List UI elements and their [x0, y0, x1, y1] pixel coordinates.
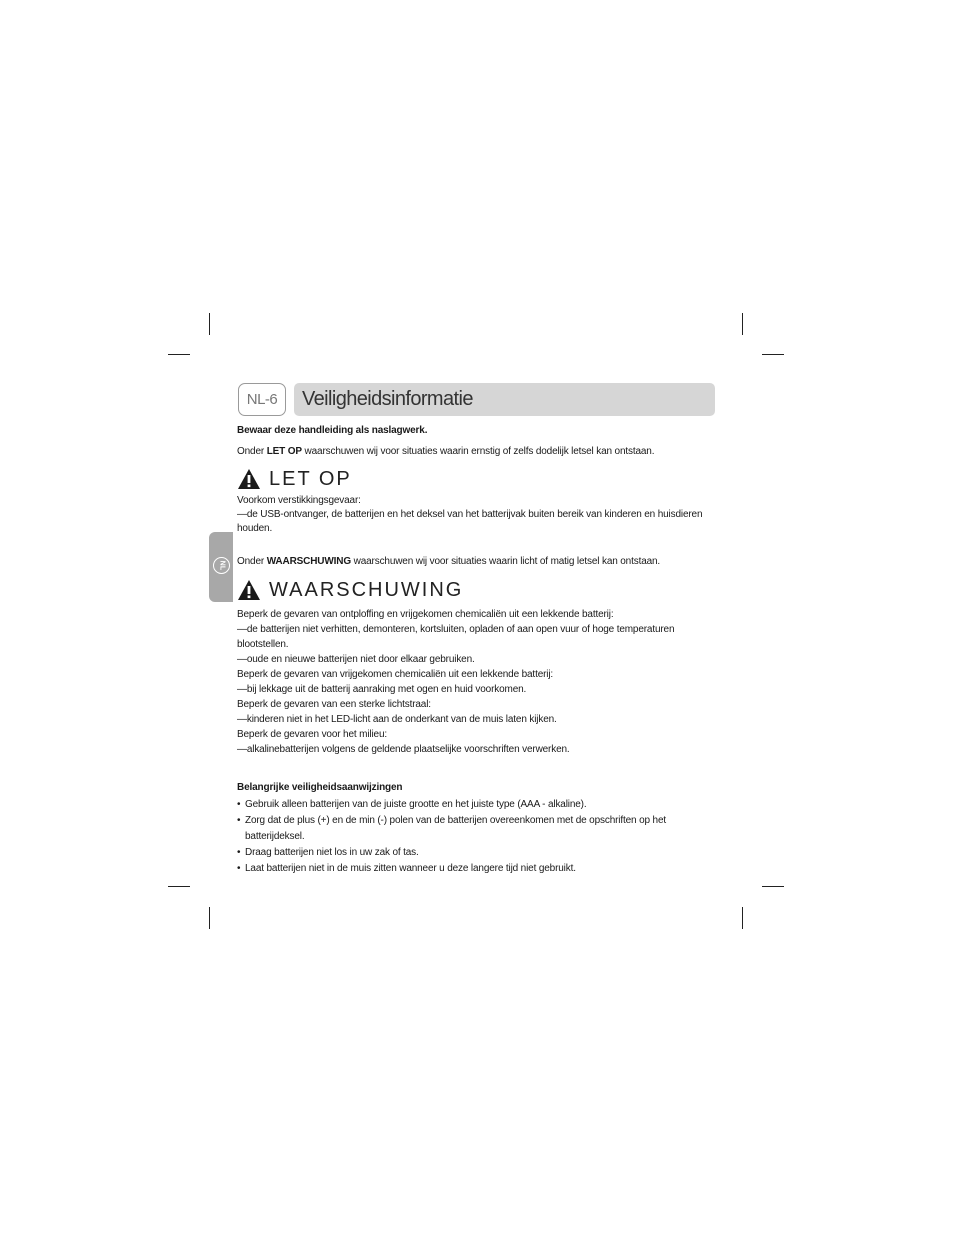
letop-line: —de USB-ontvanger, de batterijen en het deksel van het batterijvak buiten bereik van kinderen en huisdieren houden. — [237, 509, 703, 534]
letop-heading — [237, 466, 727, 492]
list-item-text: Zorg dat de plus (+) en de min (-) polen van de batterijen overeenkomen met de opschriften op het batterijdeksel. — [245, 815, 666, 842]
page-title: Veiligheidsinformatie — [302, 388, 473, 410]
list-item-text: Laat batterijen niet in de muis zitten wanneer u deze langere tijd niet gebruikt. — [245, 863, 576, 874]
waarschuwing-line: Beperk de gevaren voor het milieu: — [237, 729, 387, 740]
page-title-bar — [294, 383, 715, 416]
crop-mark — [168, 886, 190, 887]
list-item — [237, 861, 727, 877]
crop-mark — [168, 354, 190, 355]
list-item-text: Draag batterijen niet los in uw zak of tas. — [245, 847, 419, 858]
letop-term: LET OP — [266, 446, 302, 457]
letop-line: Voorkom verstikkingsgevaar: — [237, 495, 361, 506]
waarschuwing-line: Beperk de gevaren van ontploffing en vrijgekomen chemicaliën uit een lekkende batterij: — [237, 609, 614, 620]
waarschuwing-rest: waarschuwen wij voor situaties waarin licht of matig letsel kan ontstaan. — [353, 556, 661, 567]
letop-heading-text: LET OP — [269, 468, 352, 490]
page-number: NL-6 — [238, 383, 286, 416]
waarschuwing-line: Beperk de gevaren van een sterke lichtstraal: — [237, 699, 431, 710]
waarschuwing-body — [237, 607, 727, 757]
instructions-heading: Belangrijke veiligheidsaanwijzingen — [237, 782, 403, 793]
letop-rest: waarschuwen wij voor situaties waarin ernstig of zelfs dodelijk letsel kan ontstaan. — [304, 446, 655, 457]
waarschuwing-line: —oude en nieuwe batterijen niet door elkaar gebruiken. — [237, 654, 475, 665]
page-header — [238, 383, 715, 416]
page-content — [237, 424, 727, 877]
bullet-icon: • — [237, 863, 241, 874]
list-item — [237, 797, 727, 813]
waarschuwing-line: Beperk de gevaren van vrijgekomen chemicaliën uit een lekkende batterij: — [237, 669, 554, 680]
waarschuwing-explanation — [237, 555, 727, 569]
instructions-list — [237, 797, 727, 877]
letop-body — [237, 494, 727, 536]
language-badge-label: NL — [217, 560, 225, 571]
warning-triangle-icon — [237, 579, 261, 601]
waarschuwing-term: WAARSCHUWING — [266, 556, 351, 567]
crop-mark — [762, 354, 784, 355]
list-item — [237, 845, 727, 861]
keep-manual-note: Bewaar deze handleiding als naslagwerk. — [237, 425, 428, 436]
list-item — [237, 813, 727, 845]
language-side-tab — [209, 532, 233, 602]
waarschuwing-line: —kinderen niet in het LED-licht aan de onderkant van de muis laten kijken. — [237, 714, 557, 725]
crop-mark — [742, 907, 743, 929]
crop-mark — [209, 907, 210, 929]
crop-mark — [762, 886, 784, 887]
bullet-icon: • — [237, 847, 241, 858]
letop-explanation — [237, 445, 727, 459]
letop-prefix: Onder — [237, 446, 265, 457]
waarschuwing-line: —de batterijen niet verhitten, demonteren, kortsluiten, opladen of aan open vuur of hoge temperaturen blootstellen. — [237, 624, 675, 650]
waarschuwing-prefix: Onder — [237, 556, 265, 567]
warning-triangle-icon — [237, 468, 261, 490]
language-badge — [213, 557, 230, 574]
crop-mark — [209, 313, 210, 335]
bullet-icon: • — [237, 799, 241, 810]
bullet-icon: • — [237, 815, 241, 826]
waarschuwing-line: —bij lekkage uit de batterij aanraking met ogen en huid voorkomen. — [237, 684, 527, 695]
waarschuwing-heading-text: WAARSCHUWING — [269, 579, 464, 601]
list-item-text: Gebruik alleen batterijen van de juiste grootte en het juiste type (AAA - alkaline). — [245, 799, 587, 810]
waarschuwing-heading — [237, 577, 727, 603]
waarschuwing-line: —alkalinebatterijen volgens de geldende plaatselijke voorschriften verwerken. — [237, 744, 570, 755]
crop-mark — [742, 313, 743, 335]
